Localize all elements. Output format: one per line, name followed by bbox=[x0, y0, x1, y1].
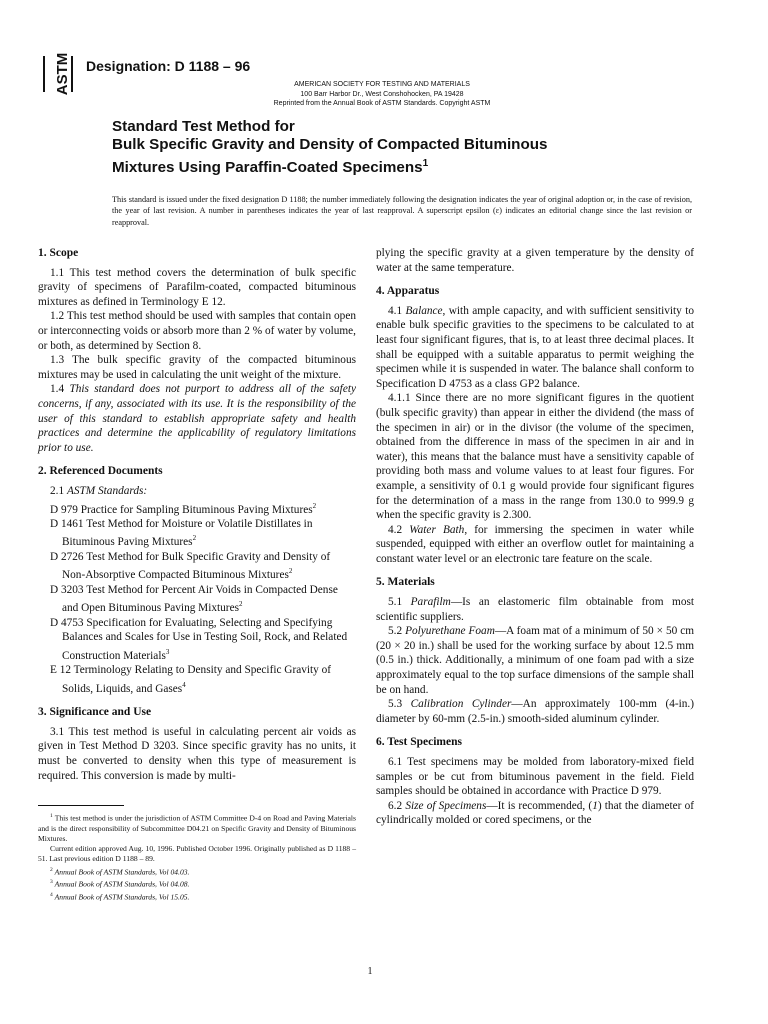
footnote-edition: Current edition approved Aug. 10, 1996. Published October 1996. Originally published as D 1188 – 51. Last previous edition D 1188 – 89. bbox=[38, 844, 356, 864]
publisher-name: AMERICAN SOCIETY FOR TESTING AND MATERIALS bbox=[294, 81, 470, 88]
paragraph-2-1: 2.1 ASTM Standards: bbox=[50, 484, 148, 497]
paragraph-4-1: 4.1 Balance, with ample capacity, and with sufficient sensitivity to enable bulk specific gravities to the specimens to be calculated to at least four significant figures, that is, to at least three decimal places. It shall be equipped with a suitable apparatus to permit weighing the specimen while it is suspended in water. The balance shall conform to Specification D 4753 as a class GP2 balance. bbox=[376, 304, 694, 390]
paragraph-3-1: 3.1 This test method is useful in calculating percent air voids as given in Test Method D 3203. Since specific gravity has no units, it must be converted to density when this type of measurement is required. This conversion is made by multi- bbox=[38, 725, 356, 782]
footnote-rule bbox=[38, 805, 124, 806]
paragraph-3-1-continued: plying the specific gravity at a given temperature by the density of water at the same temperature. bbox=[376, 247, 694, 274]
title-line-2: Bulk Specific Gravity and Density of Compacted Bituminous bbox=[112, 136, 548, 154]
designation: Designation: D 1188 – 96 bbox=[86, 58, 251, 74]
title-line-1: Standard Test Method for bbox=[112, 118, 295, 135]
paragraph-1-3: 1.3 The bulk specific gravity of the compacted bituminous mixtures may be used in calculating the unit weight of the mixture. bbox=[38, 354, 356, 381]
footnotes bbox=[38, 811, 356, 903]
section-significance-heading: 3. Significance and Use bbox=[38, 706, 152, 719]
paragraph-1-4: 1.4 This standard does not purport to address all of the safety concerns, if any, associated with its use. It is the responsibility of the user of this standard to establish appropriate safety and health practices and determine the applicability of regulatory limitations prior to use. bbox=[38, 383, 356, 454]
footnote-4: $^4$ Annual Book of ASTM Standards, Vol 15.05. bbox=[50, 892, 190, 902]
paragraph-5-2: 5.2 Polyurethane Foam—A foam mat of a minimum of 50 × 50 cm (20 × 20 in.) shall be used for the working surface by about 12.5 mm (0.5 in.) thick. Additionally, a minimum of one foam pad with a size approximately equal to the top surface dimensions of the sample shall be on hand. bbox=[376, 625, 695, 696]
footnote-2: $^2$ Annual Book of ASTM Standards, Vol 04.03. bbox=[50, 866, 190, 877]
paragraph-5-1: 5.1 Parafilm—Is an elastomeric film obtainable from most scientific suppliers. bbox=[376, 596, 694, 623]
section-apparatus-heading: 4. Apparatus bbox=[376, 285, 440, 298]
reference-d2726: D 2726 Test Method for Bulk Specific Gravity and Density of Non-Absorptive Compacted Bituminous Mixtures$^2$ bbox=[50, 550, 331, 582]
astm-logo bbox=[38, 52, 78, 96]
reference-d4753: D 4753 Specification for Evaluating, Selecting and Specifying Balances and Scales for Use in Testing Soil, Rock, and Related Construction Materials$^3$ bbox=[50, 616, 348, 662]
publisher-address: 100 Barr Harbor Dr., West Conshohocken, PA 19428 bbox=[300, 90, 464, 98]
page-number: 1 bbox=[367, 966, 373, 977]
publisher-block bbox=[244, 80, 520, 109]
paragraph-5-3: 5.3 Calibration Cylinder—An approximately 100-mm (4-in.) diameter by 60-mm (2.5-in.) smooth-sided aluminum cylinder. bbox=[376, 698, 694, 725]
paragraph-1-1: 1.1 This test method covers the determination of bulk specific gravity of specimens of Parafilm-coated, compacted bituminous mixtures as defined in Terminology E 12. bbox=[38, 266, 356, 308]
paragraph-6-1: 6.1 Test specimens may be molded from laboratory-mixed field samples or be cut from bituminous pavement in the field. Field samples should be obtained in accordance with Practice D 979. bbox=[376, 756, 694, 798]
footnote-3: $^3$ Annual Book of ASTM Standards, Vol 04.08. bbox=[50, 879, 190, 889]
reprint-notice: Reprinted from the Annual Book of ASTM Standards. Copyright ASTM bbox=[273, 100, 491, 108]
reference-d3203: D 3203 Test Method for Percent Air Voids in Compacted Dense and Open Bituminous Paving Mixtures$^2$ bbox=[50, 583, 338, 615]
section-specimens-heading: 6. Test Specimens bbox=[376, 736, 462, 749]
astm-logo-text: ASTM bbox=[54, 52, 71, 96]
issuance-note: This standard is issued under the fixed designation D 1188; the number immediately following the designation indicates the year of original adoption or, in the case of revision, the year of last revision. A number in parentheses indicates the year of last reapproval. A superscript epsilon (ε) indicates an editorial change since the last revision or reapproval. bbox=[112, 195, 692, 227]
reference-e12: E 12 Terminology Relating to Density and Specific Gravity of Solids, Liquids, and Gases$^4$ bbox=[50, 664, 332, 695]
footnote-1: $^1$ This test method is under the jurisdiction of ASTM Committee D-4 on Road and Paving Materials and is the direct responsibility of Subcommittee D04.21 on Specific Gravity and Density of Bituminous Mixtures. bbox=[38, 813, 356, 843]
reference-d979: D 979 Practice for Sampling Bituminous Paving Mixtures$^2$ bbox=[50, 501, 317, 516]
paragraph-1-2: 1.2 This test method should be used with samples that contain open or interconnecting voids or absorb more than 2 % of water by volume, or both, as determined by Section 8. bbox=[38, 310, 356, 352]
paragraph-4-1-1: 4.1.1 Since there are no more significant figures in the quotient (bulk specific gravity) than appear in either the dividend (the mass of the specimen in air) or in the divisor (the volume of the specimen, obtained from the difference in mass of the specimen in air and in water), this means that the balance must have a sensitivity capable of providing both mass and volume values to at least four figures. For example, a sensitivity of 0.1 g would provide four significant figures for the determination of a mass in the range from 130.0 to 999.9 g when the specific gravity is 2.300. bbox=[376, 392, 694, 522]
title-line-3: Mixtures Using Paraffin-Coated Specimens$^1$ bbox=[112, 157, 429, 176]
section-scope-heading: 1. Scope bbox=[38, 247, 79, 259]
paragraph-6-2: 6.2 Size of Specimens—It is recommended, (1) that the diameter of cylindrically molded or cored specimens, or the bbox=[376, 799, 694, 827]
left-column bbox=[38, 246, 356, 783]
right-column bbox=[376, 246, 694, 828]
document-title bbox=[112, 118, 672, 177]
section-referenced-heading: 2. Referenced Documents bbox=[38, 465, 163, 478]
title-footnote-mark: 1 bbox=[422, 157, 429, 169]
section-materials-heading: 5. Materials bbox=[376, 576, 435, 589]
paragraph-4-2: 4.2 Water Bath, for immersing the specimen in water while suspended, equipped with either an overflow outlet for maintaining a constant water level or an electronic tare feature on the scale. bbox=[376, 523, 694, 565]
reference-d1461: D 1461 Test Method for Moisture or Volatile Distillates in Bituminous Paving Mixtures$^2$ bbox=[50, 517, 313, 549]
